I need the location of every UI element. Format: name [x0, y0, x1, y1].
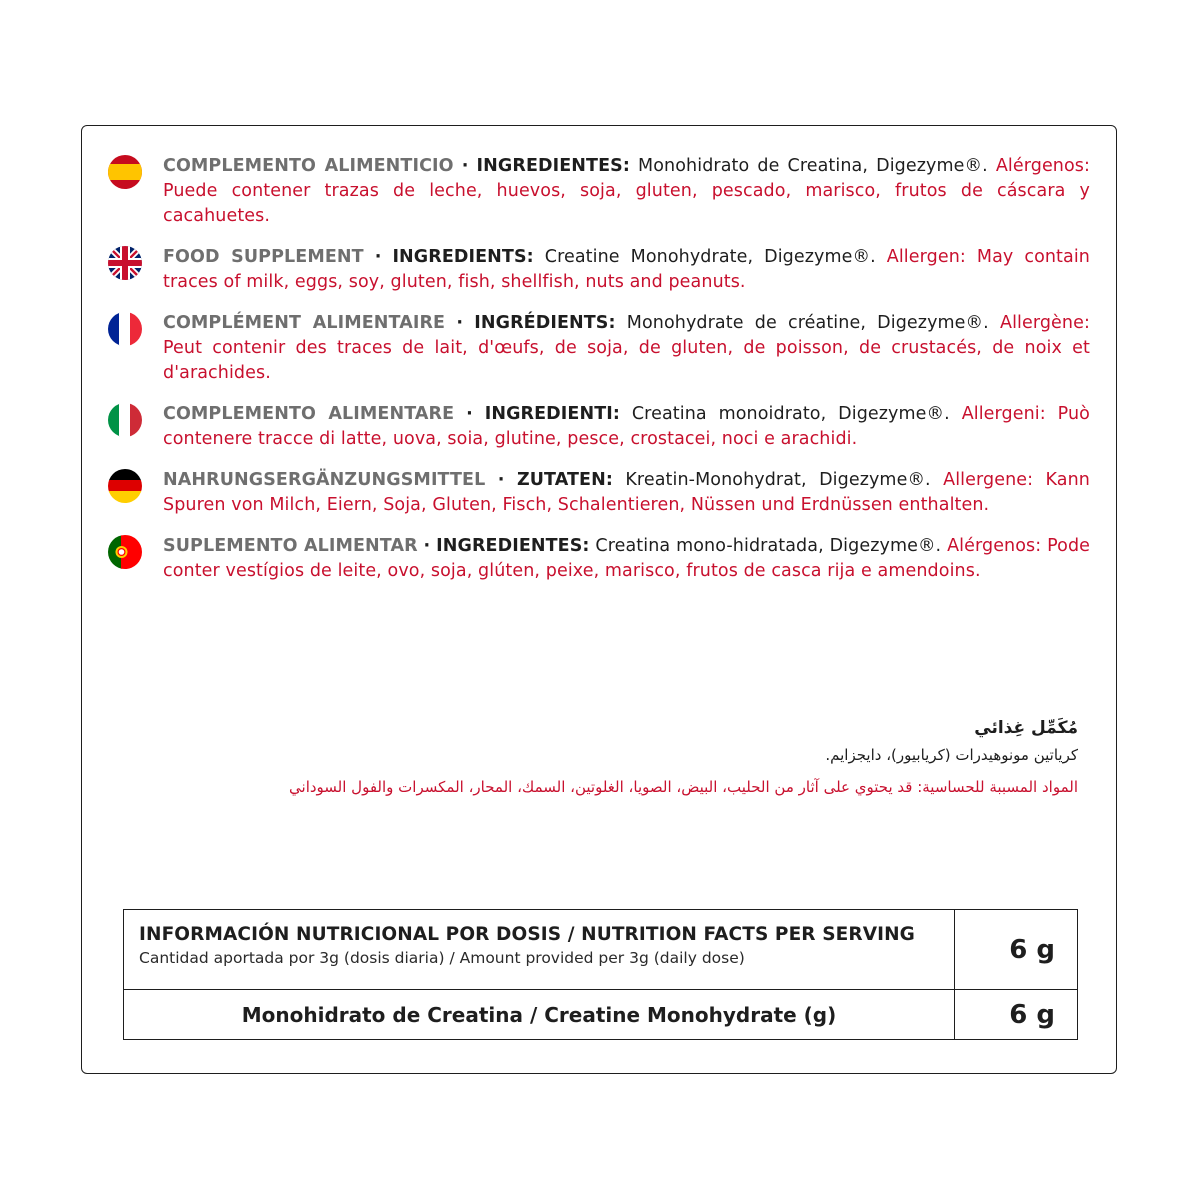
- nutrition-subheader: Cantidad aportada por 3g (dosis diaria) / Amount provided per 3g (daily dose): [139, 949, 745, 967]
- arabic-allergens: المواد المسببة للحساسية: قد يحتوي على آثار من الحليب، البيض، الصويا، الغلوتين، السمك، المحار، المكسرات والفول السوداني: [289, 778, 1078, 796]
- nutrition-item-value: 6 g: [1009, 999, 1055, 1030]
- product-type: COMPLEMENTO ALIMENTICIO: [163, 156, 454, 176]
- nutrition-table: [123, 909, 1078, 1040]
- allergens-text: Allergeni: Può contenere tracce di latte, uova, soia, glutine, pesce, crostacei, noci e arachidi.: [163, 404, 1090, 449]
- language-block-pt: [108, 534, 1090, 584]
- separator-dot: ·: [456, 313, 464, 333]
- spain-flag-icon: [108, 155, 142, 189]
- nutrition-item-row: [124, 990, 1077, 1039]
- arabic-block: [178, 718, 1078, 796]
- product-type: SUPLEMENTO ALIMENTAR: [163, 536, 418, 556]
- ingredients-text: Kreatin-Monohydrat, Digezyme®.: [625, 470, 931, 490]
- language-text: [163, 534, 1090, 584]
- italy-flag-icon: [108, 403, 142, 437]
- language-text: [163, 468, 1090, 518]
- ingredients-text: Monohidrato de Creatina, Digezyme®.: [638, 156, 988, 176]
- ingredients-label: INGREDIENTS:: [392, 247, 534, 267]
- germany-flag-icon: [108, 469, 142, 503]
- allergens-text: Allergene: Kann Spuren von Milch, Eiern, Soja, Gluten, Fisch, Schalentieren, Nüssen und Erdnüssen enthalten.: [163, 470, 1091, 515]
- allergens-text: Allergène: Peut contenir des traces de lait, d'œufs, de soja, de gluten, de poisson, de crustacés, de noix et d'arachides.: [163, 313, 1090, 383]
- portugal-flag-icon: [108, 535, 142, 569]
- arabic-product-type: مُكَمِّل غِذائي: [974, 718, 1078, 738]
- ingredients-label: ZUTATEN:: [516, 470, 613, 490]
- language-block-en: [108, 245, 1090, 295]
- arabic-ingredients: كرياتين مونوهيدرات (كريابيور)، دايجزايم.: [825, 746, 1078, 764]
- allergens-text: Allergen: May contain traces of milk, eggs, soy, gluten, fish, shellfish, nuts and peanuts.: [163, 247, 1091, 292]
- nutrition-item-cell: [124, 990, 955, 1039]
- language-text: [163, 245, 1090, 295]
- language-text: [163, 311, 1090, 386]
- separator-dot: ·: [461, 156, 469, 176]
- language-list: [108, 154, 1090, 600]
- language-block-de: [108, 468, 1090, 518]
- ingredients-label: INGREDIENTES:: [476, 156, 630, 176]
- allergens-text: Alérgenos: Puede contener trazas de leche, huevos, soja, gluten, pescado, marisco, frutos de cáscara y cacahuetes.: [163, 156, 1091, 226]
- language-text: [163, 402, 1090, 452]
- language-block-es: [108, 154, 1090, 229]
- product-type: COMPLÉMENT ALIMENTAIRE: [163, 313, 446, 333]
- uk-flag-icon: [108, 246, 142, 280]
- separator-dot: ·: [497, 470, 505, 490]
- ingredients-text: Monohydrate de créatine, Digezyme®.: [626, 313, 989, 333]
- nutrition-header-value: 6 g: [1009, 934, 1055, 965]
- nutrition-item-label: Monohidrato de Creatina / Creatine Monohydrate (g): [241, 1002, 837, 1027]
- france-flag-icon: [108, 312, 142, 346]
- separator-dot: ·: [423, 536, 431, 556]
- ingredients-label: INGREDIENTES:: [436, 536, 590, 556]
- language-text: [163, 154, 1090, 229]
- language-block-it: [108, 402, 1090, 452]
- allergens-text: Alérgenos: Pode conter vestígios de leite, ovo, soja, glúten, peixe, marisco, frutos de casca rija e amendoins.: [163, 536, 1091, 581]
- ingredients-text: Creatine Monohydrate, Digezyme®.: [544, 247, 876, 267]
- ingredients-label: INGRÉDIENTS:: [474, 313, 616, 333]
- product-type: COMPLEMENTO ALIMENTARE: [163, 404, 455, 424]
- separator-dot: ·: [374, 247, 382, 267]
- language-block-fr: [108, 311, 1090, 386]
- nutrition-header-cell: [124, 910, 955, 989]
- ingredients-text: Creatina monoidrato, Digezyme®.: [631, 404, 950, 424]
- nutrition-header-row: [124, 910, 1077, 990]
- product-type: FOOD SUPPLEMENT: [163, 247, 364, 267]
- label-card: [81, 125, 1117, 1074]
- ingredients-text: Creatina mono-hidratada, Digezyme®.: [595, 536, 942, 556]
- separator-dot: ·: [466, 404, 473, 424]
- nutrition-header: INFORMACIÓN NUTRICIONAL POR DOSIS / NUTRITION FACTS PER SERVING: [139, 924, 915, 945]
- ingredients-label: INGREDIENTI:: [484, 404, 620, 424]
- product-type: NAHRUNGSERGÄNZUNGSMITTEL: [163, 470, 486, 490]
